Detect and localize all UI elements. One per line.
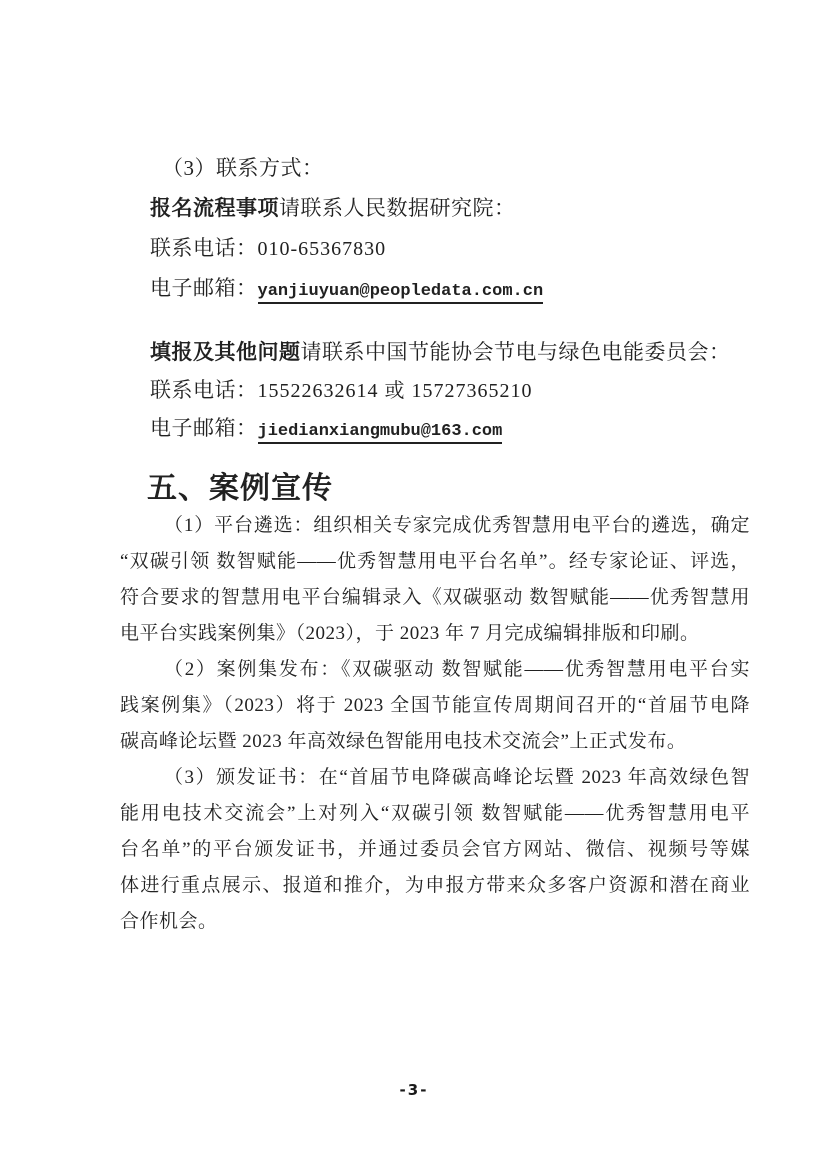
paragraph-3-line: 体进行重点展示、报道和推介，为申报方带来众多客户资源和潜在商业	[120, 875, 750, 896]
paragraph-1-line: （1）平台遴选：组织相关专家完成优秀智慧用电平台的遴选，确定	[164, 515, 750, 536]
email-address: jiedianxiangmubu@163.com	[258, 422, 503, 444]
phone-number: 15522632614 或 15727365210	[257, 380, 533, 402]
contact-intro-bold: 报名流程事项	[150, 196, 279, 220]
paragraph-2-line: 践案例集》（2023）将于 2023 全国节能宣传周期间召开的“首届节电降	[120, 695, 750, 716]
phone-number: 010-65367830	[257, 238, 387, 260]
paragraph-3-line: （3）颁发证书：在“首届节电降碳高峰论坛暨 2023 年高效绿色智	[164, 767, 750, 788]
paragraph-2-line: （2）案例集发布：《双碳驱动 数智赋能——优秀智慧用电平台实	[164, 659, 750, 680]
contact-phone-line	[150, 228, 543, 268]
page-number: -3-	[399, 1081, 429, 1099]
contact-block-submission	[150, 333, 731, 447]
email-label: 电子邮箱：	[150, 276, 258, 300]
contact-intro-registration	[150, 188, 543, 228]
paragraph-1-line: “双碳引领 数智赋能——优秀智慧用电平台名单”。经专家论证、评选，	[120, 551, 750, 572]
paragraph-1-line: 符合要求的智慧用电平台编辑录入《双碳驱动 数智赋能——优秀智慧用	[120, 587, 750, 608]
paragraph-2-line: 碳高峰论坛暨 2023 年高效绿色智能用电技术交流会”上正式发布。	[120, 731, 687, 752]
phone-label: 联系电话：	[150, 378, 258, 402]
contact-section-heading: （3）联系方式：	[162, 156, 324, 180]
paragraph-3-line: 合作机会。	[120, 911, 218, 932]
contact-intro-submission	[150, 333, 731, 371]
contact-phone-line	[150, 371, 731, 409]
email-address: yanjiuyuan@peopledata.com.cn	[258, 282, 544, 304]
paragraph-3-line: 台名单”的平台颁发证书，并通过委员会官方网站、微信、视频号等媒	[120, 839, 750, 860]
contact-intro-rest: 请联系人民数据研究院：	[279, 196, 516, 220]
contact-intro-bold: 填报及其他问题	[150, 340, 301, 364]
contact-intro-rest: 请联系中国节能协会节电与绿色电能委员会：	[300, 340, 731, 364]
paragraph-3-line: 能用电技术交流会”上对列入“双碳引领 数智赋能——优秀智慧用电平	[120, 803, 750, 824]
paragraph-1-line: 电平台实践案例集》（2023），于 2023 年 7 月完成编辑排版和印刷。	[120, 623, 700, 644]
contact-email-line	[150, 268, 543, 308]
section-title-case-promotion: 五、案例宣传	[147, 472, 333, 505]
phone-label: 联系电话：	[150, 236, 258, 260]
contact-email-line	[150, 409, 731, 447]
case-promotion-body	[120, 508, 750, 940]
contact-block-registration	[150, 148, 543, 308]
email-label: 电子邮箱：	[150, 416, 258, 440]
